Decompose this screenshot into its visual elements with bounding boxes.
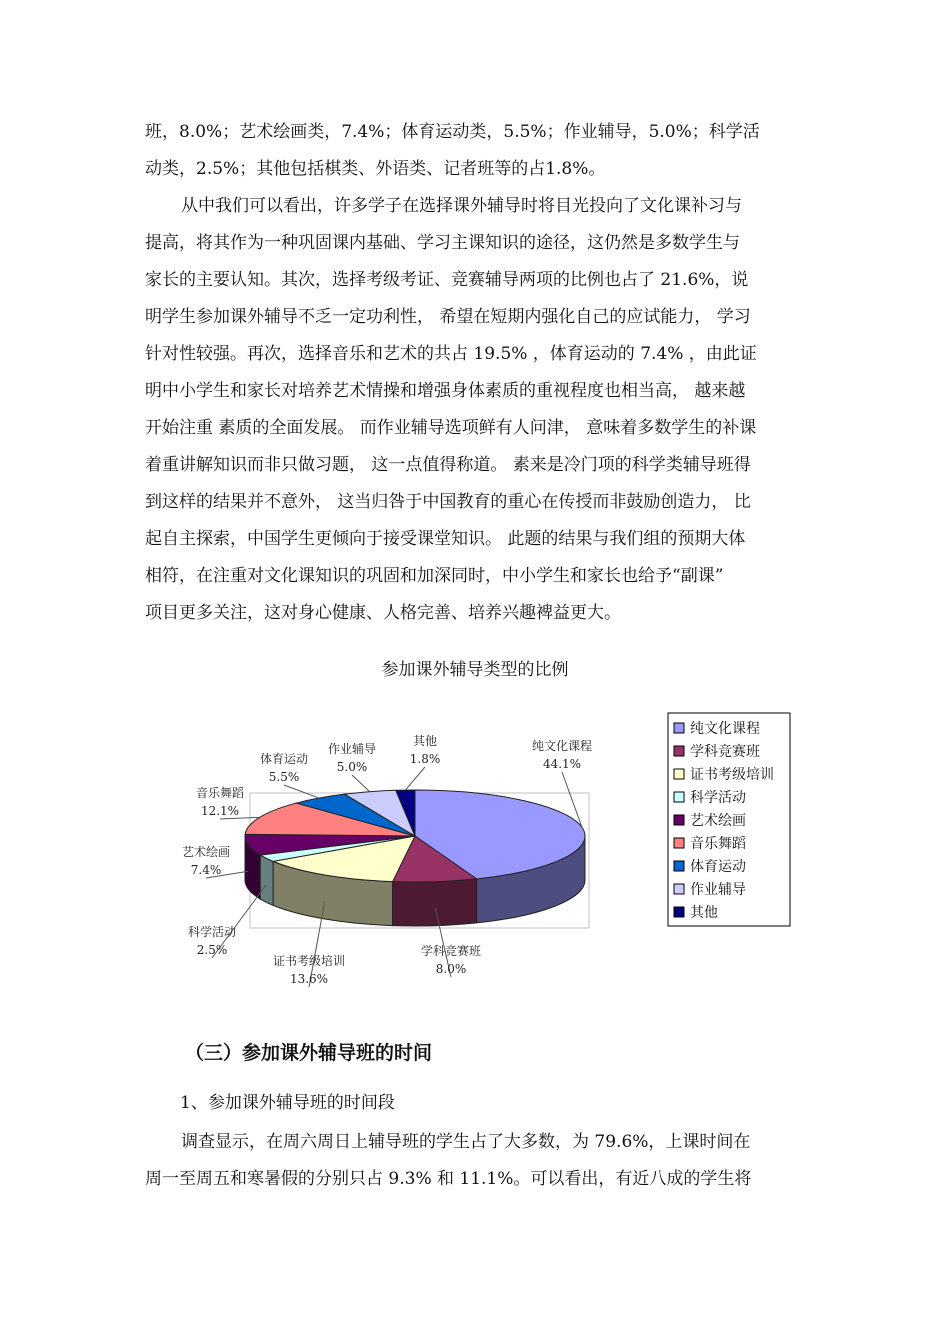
slice-value-label: 13.6% bbox=[289, 972, 329, 986]
legend-entry: 其他 bbox=[690, 905, 718, 921]
leader-line bbox=[284, 785, 319, 798]
text-line: 到这样的结果并不意外， 这当归咎于中国教育的重心在传授而非鼓励创造力， 比 bbox=[145, 492, 751, 512]
leader-line bbox=[352, 775, 370, 792]
slice-name-label: 科学活动 bbox=[187, 925, 237, 939]
legend-entry: 艺术绘画 bbox=[690, 813, 746, 829]
slice-value-label: 5.5% bbox=[268, 770, 300, 784]
legend-entry: 纯文化课程 bbox=[690, 721, 760, 737]
legend-swatch bbox=[674, 769, 684, 779]
pie-side-科学活动 bbox=[260, 855, 273, 905]
slice-value-label: 8.0% bbox=[435, 962, 467, 976]
text-line: 班，8.0%；艺术绘画类，7.4%；体育运动类，5.5%；作业辅导，5.0%；科学活 bbox=[145, 122, 760, 142]
time-paragraph bbox=[145, 1124, 813, 1198]
text-line: 着重讲解知识而非只做习题， 这一点值得称道。 素来是冷门项的科学类辅导班得 bbox=[145, 455, 751, 475]
slice-value-label: 2.5% bbox=[196, 943, 228, 957]
slice-name-label: 学科竞赛班 bbox=[420, 944, 482, 958]
slice-value-label: 5.0% bbox=[336, 760, 368, 774]
leader-line bbox=[405, 767, 425, 790]
legend-swatch bbox=[674, 861, 684, 871]
text-line: 从中我们可以看出，许多学子在选择课外辅导时将目光投向了文化课补习与 bbox=[181, 196, 742, 216]
text-line: 相符，在注重对文化课知识的巩固和加深同时，中小学生和家长也给予“副课” bbox=[145, 566, 724, 586]
slice-name-label: 体育运动 bbox=[259, 752, 309, 766]
legend-entry: 作业辅导 bbox=[690, 882, 746, 898]
slice-name-label: 其他 bbox=[412, 734, 438, 748]
text-line: 动类，2.5%；其他包括棋类、外语类、记者班等的占1.8%。 bbox=[145, 159, 606, 179]
legend-swatch bbox=[674, 723, 684, 733]
subheading: 1、参加课外辅导班的时间段 bbox=[180, 1093, 395, 1113]
text-line: 周一至周五和寒暑假的分别只占 9.3% 和 11.1%。可以看出，有近八成的学生将 bbox=[145, 1169, 752, 1189]
section-heading: （三）参加课外辅导班的时间 bbox=[185, 1042, 433, 1064]
legend-swatch bbox=[674, 815, 684, 825]
legend-entry: 证书考级培训 bbox=[690, 767, 774, 783]
legend-entry: 学科竞赛班 bbox=[690, 744, 760, 760]
legend-entry: 音乐舞蹈 bbox=[690, 836, 746, 852]
text-line: 提高，将其作为一种巩固课内基础、学习主课知识的途径，这仍然是多数学生与 bbox=[145, 233, 740, 253]
slice-value-label: 7.4% bbox=[190, 863, 222, 877]
text-line: 调查显示，在周六周日上辅导班的学生占了大多数，为 79.6%，上课时间在 bbox=[181, 1132, 751, 1152]
slice-value-label: 12.1% bbox=[200, 804, 240, 818]
legend-swatch bbox=[674, 838, 684, 848]
legend-swatch bbox=[674, 746, 684, 756]
slice-name-label: 音乐舞蹈 bbox=[195, 786, 245, 800]
slice-name-label: 作业辅导 bbox=[327, 742, 377, 756]
text-line: 明中小学生和家长对培养艺术情操和增强身体素质的重视程度也相当高， 越来越 bbox=[145, 381, 746, 401]
text-line: 开始注重 素质的全面发展。 而作业辅导选项鲜有人问津， 意味着多数学生的补课 bbox=[145, 418, 757, 438]
legend-entry: 体育运动 bbox=[690, 859, 746, 875]
pie-side-学科竞赛班 bbox=[393, 879, 477, 926]
slice-name-label: 证书考级培训 bbox=[272, 954, 346, 968]
text-line: 起自主探索，中国学生更倾向于接受课堂知识。 此题的结果与我们组的预期大体 bbox=[145, 529, 746, 549]
text-line: 家长的主要认知。其次，选择考级考证、竞赛辅导两项的比例也占了 21.6%，说 bbox=[145, 270, 749, 290]
pie-top bbox=[245, 790, 585, 882]
chart-title: 参加课外辅导类型的比例 bbox=[381, 660, 569, 680]
slice-value-label: 1.8% bbox=[409, 752, 441, 766]
legend-swatch bbox=[674, 907, 684, 917]
text-line: 明学生参加课外辅导不乏一定功利性， 希望在短期内强化自己的应试能力， 学习 bbox=[145, 307, 751, 327]
legend-swatch bbox=[674, 884, 684, 894]
slice-name-label: 纯文化课程 bbox=[531, 739, 593, 753]
text-line: 针对性较强。再次，选择音乐和艺术的共占 19.5% ，体育运动的 7.4% ，由此证 bbox=[145, 344, 757, 364]
legend-swatch bbox=[674, 792, 684, 802]
text-line: 项目更多关注，这对身心健康、人格完善、培养兴趣裨益更大。 bbox=[145, 603, 621, 623]
legend-entry: 科学活动 bbox=[690, 790, 746, 806]
slice-name-label: 艺术绘画 bbox=[181, 845, 231, 859]
slice-value-label: 44.1% bbox=[542, 757, 582, 771]
